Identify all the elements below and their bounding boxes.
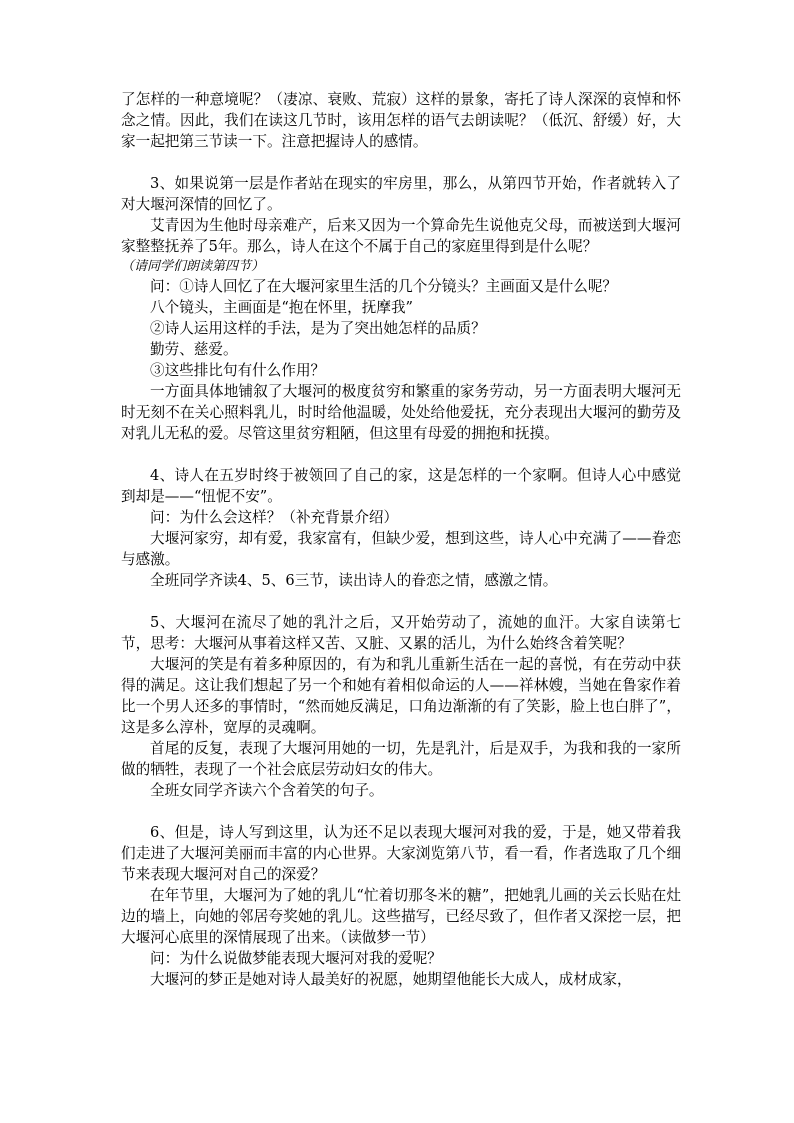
reading-instruction-1: 全班同学齐读4、5、6三节，读出诗人的眷恋之情，感激之情。 [150,572,558,589]
reading-instruction-2: 全班女同学齐读六个含着笑的句子。 [150,782,384,799]
question-2: ②诗人运用这样的手法，是为了突出她怎样的品质？ [150,320,486,337]
answer-4: 大堰河家穷，却有爱，我家富有，但缺少爱，想到这些，诗人心中充满了——眷恋与感激。 [121,530,681,568]
answer-6: 在年节里，大堰河为了她的乳儿“忙着切那冬米的糖”，把她乳儿画的关云长贴在灶边的墙上，向她的邻居夸奖她的乳儿。这些描写，已经尽致了，但作者又深挖一层，把大堰河心底里的深情展现了出来。（读做梦一节） [121,887,681,946]
paragraph-background: 艾青因为生他时母亲难产，后来又因为一个算命先生说他克父母，而被送到大堰河家整整抚养了5年。那么，诗人在这个不属于自己的家庭里得到是什么呢？ [121,217,681,255]
paragraph-section-5: 5、大堰河在流尽了她的乳汁之后，又开始劳动了，流她的血汗。大家自读第七节，思考：大堰河从事着这样又苦、又脏、又累的活儿，为什么始终含着笑呢？ [121,614,681,652]
paragraph-1: 了怎样的一种意境呢？（凄凉、衰败、荒寂）这样的景象，寄托了诗人深深的哀悼和怀念之情。因此，我们在读这几节时，该用怎样的语气去朗读呢？（低沉、舒缓）好，大家一起把第三节读一下。注意把握诗人的感情。 [121,91,681,150]
paragraph-gap [121,444,681,465]
question-4: 问：为什么会这样？（补充背景介绍） [150,509,399,526]
answer-1: 八个镜头，主画面是“抱在怀里，抚摩我” [150,299,414,316]
paragraph-section-3: 3、如果说第一层是作者站在现实的牢房里，那么，从第四节开始，作者就转入了对大堰河深情的回忆了。 [121,175,681,213]
answer-3: 一方面具体地铺叙了大堰河的极度贫穷和繁重的家务劳动，另一方面表明大堰河无时无刻不在关心照料乳儿，时时给他温暖，处处给他爱抚，充分表现出大堰河的勤劳及对乳儿无私的爱。尽管这里贫穷粗陋，但这里有母爱的拥抱和抚摸。 [121,383,681,442]
question-1: 问：①诗人回忆了在大堰河家里生活的几个分镜头？主画面又是什么呢？ [150,278,618,295]
answer-2: 勤劳、慈爱。 [150,341,238,358]
reading-note: （请同学们朗读第四节） [121,259,265,274]
analysis-5: 首尾的反复，表现了大堰河用她的一切，先是乳汁，后是双手，为我和我的一家所做的牺牲，表现了一个社会底层劳动妇女的伟大。 [121,740,681,778]
document-page [121,89,681,990]
question-3: ③这些排比句有什么作用？ [150,362,326,379]
paragraph-section-4: 4、诗人在五岁时终于被领回了自己的家，这是怎样的一个家啊。但诗人心中感觉到却是——“忸怩不安”。 [121,467,681,505]
answer-6-dream: 大堰河的梦正是她对诗人最美好的祝愿，她期望他能长大成人，成材成家， [150,971,632,988]
paragraph-section-6: 6、但是，诗人写到这里，认为还不足以表现大堰河对我的爱，于是，她又带着我们走进了大堰河美丽而丰富的内心世界。大家浏览第八节，看一看，作者选取了几个细节来表现大堰河对自己的深爱？ [121,824,681,883]
question-6: 问：为什么说做梦能表现大堰河对我的爱呢？ [150,950,442,967]
paragraph-gap [121,152,681,173]
paragraph-gap [121,801,681,822]
answer-5: 大堰河的笑是有着多种原因的，有为和乳儿重新生活在一起的喜悦，有在劳动中获得的满足。这让我们想起了另一个和她有着相似命运的人——祥林嫂，当她在鲁家作着比一个男人还多的事情时，“然而她反满足，口角边渐渐的有了笑影，脸上也白胖了”，这是多么淳朴，宽厚的灵魂啊。 [121,656,681,736]
paragraph-gap [121,591,681,612]
